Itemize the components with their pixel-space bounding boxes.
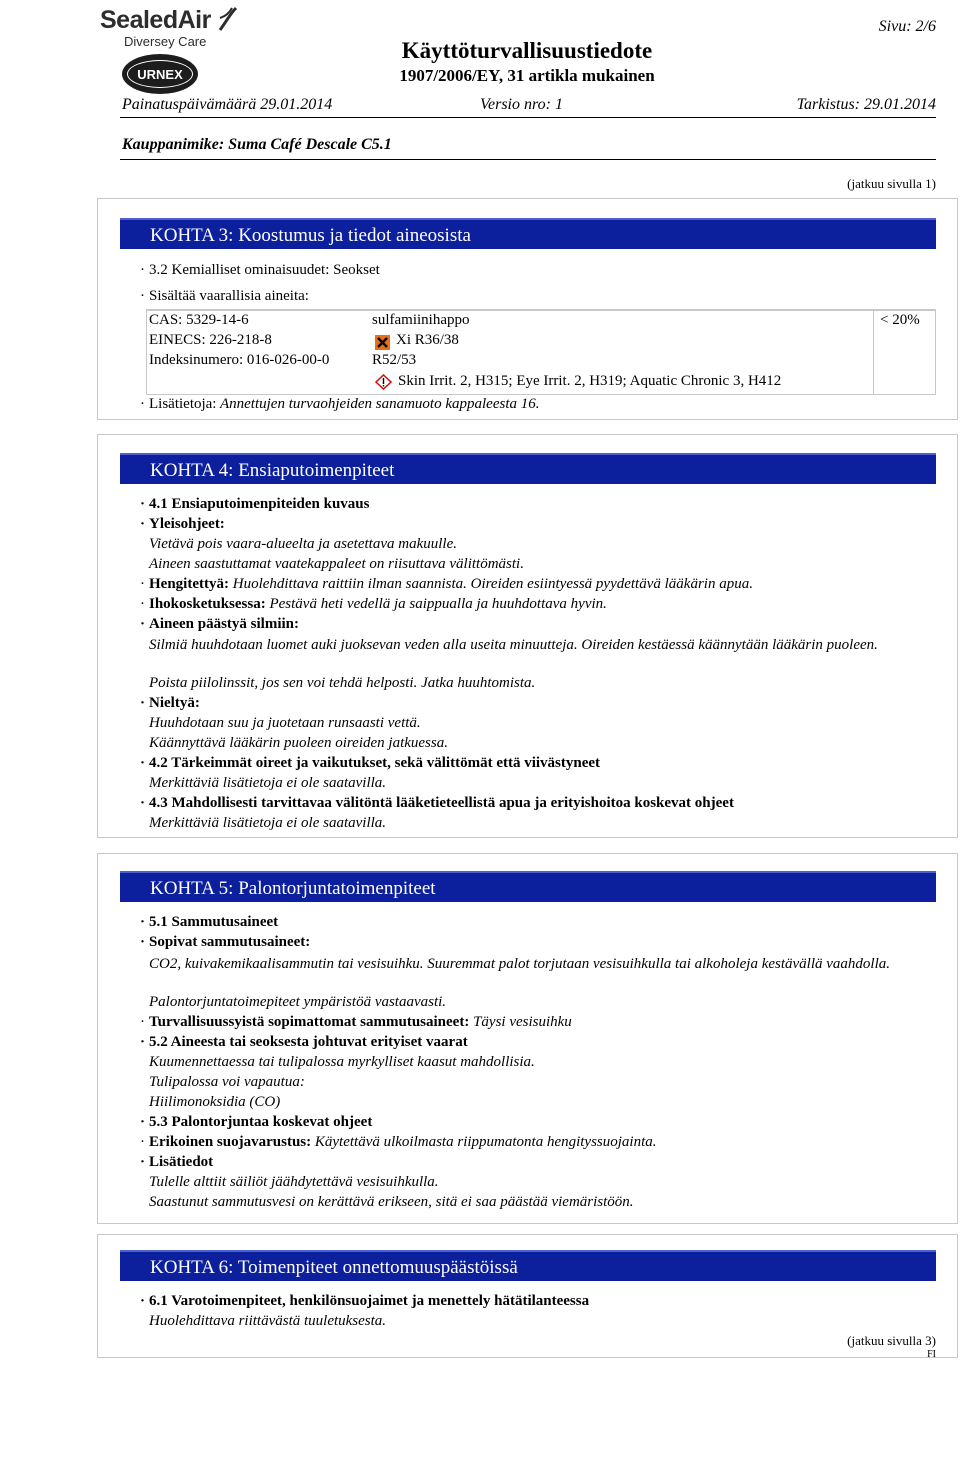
substance-name: sulfamiinihappo — [372, 312, 470, 328]
continued-on: (jatkuu sivulla 3) — [847, 1333, 936, 1348]
subsection-5-2: · 5.2 Aineesta tai seoksesta johtuvat erityiset vaarat — [140, 1034, 468, 1050]
xi-risk-phrase: Xi R36/38 — [396, 332, 459, 348]
section-3-heading: KOHTA 3: Koostumus ja tiedot aineosista — [120, 218, 936, 249]
subsection-4-2: · 4.2 Tärkeimmät oireet ja vaikutukset, sekä välittömät että viivästyneet — [140, 755, 601, 771]
ingestion-label: · Nieltyä: — [140, 695, 200, 711]
section-5-heading: KOHTA 5: Palontorjuntatoimenpiteet — [120, 871, 936, 902]
subsection-3-2: · 3.2 Kemialliset ominaisuudet: Seokset — [140, 262, 380, 278]
general-label: · Yleisohjeet: — [140, 516, 225, 532]
eye-contact-label: · Aineen päästyä silmiin: — [140, 616, 300, 632]
subsection-6-1-text: Huolehdittava riittävästä tuuletuksesta. — [149, 1313, 387, 1329]
trade-name: Kauppanimike: Suma Café Descale C5.1 — [122, 136, 392, 153]
concentration: < 20% — [880, 312, 920, 328]
suitable-media-label: · Sopivat sammutusaineet: — [140, 934, 311, 950]
document-subtitle: 1907/2006/EY, 31 artikla mukainen — [399, 66, 655, 85]
subsection-5-2-text-3: Hiilimonoksidia (CO) — [149, 1094, 281, 1110]
trade-divider — [120, 159, 936, 160]
cas-number: CAS: 5329-14-6 — [149, 312, 249, 328]
further-info-label: · Lisätiedot — [140, 1154, 214, 1170]
additional-info: · Lisätietoja: Annettujen turvaohjeiden sanamuoto kappaleesta 16. — [140, 396, 540, 412]
print-date: Painatuspäivämäärä 29.01.2014 — [122, 96, 333, 113]
version-number: Versio nro: 1 — [480, 96, 563, 113]
subsection-4-1: · 4.1 Ensiaputoimenpiteiden kuvaus — [140, 496, 370, 512]
header-divider — [120, 117, 936, 118]
einecs-number: EINECS: 226-218-8 — [149, 332, 272, 348]
subsection-5-1: · 5.1 Sammutusaineet — [140, 914, 279, 930]
suitable-media-text-1: CO2, kuivakemikaalisammutin tai vesisuihku. Suuremmat palot torjutaan vesisuihkulla tai alkoholeja kestävällä vaahdolla. — [149, 956, 891, 972]
special-ppe: · Erikoinen suojavarustus: Käytettävä ulkoilmasta riippumatonta hengityssuojainta. — [140, 1134, 657, 1150]
r-phrase: R52/53 — [372, 352, 417, 368]
brand-name: SealedAir — [100, 6, 211, 34]
skin-contact: · Ihokosketuksessa: Pestävä heti vedellä ja saippualla ja huuhdottava hyvin. — [140, 596, 607, 612]
subsection-4-3: · 4.3 Mahdollisesti tarvittavaa välitöntä lääketieteellistä apua ja erityishoitoa koskevat ohjeet — [140, 795, 734, 811]
general-text-1: Vietävä pois vaara-alueelta ja asetettava makuulle. — [149, 536, 457, 552]
ghs-classification: Skin Irrit. 2, H315; Eye Irrit. 2, H319; Aquatic Chronic 3, H412 — [398, 373, 782, 389]
unsuitable-media: · Turvallisuussyistä sopimattomat sammutusaineet: Täysi vesisuihku — [140, 1014, 572, 1030]
language-code: FI — [927, 1349, 936, 1360]
ingestion-text-2: Käännyttävä lääkärin puoleen oireiden jatkuessa. — [149, 735, 448, 751]
xi-irritant-icon — [375, 335, 390, 350]
subsection-5-2-text-1: Kuumennettaessa tai tulipalossa myrkylliset kaasut mahdollisia. — [149, 1054, 535, 1070]
inhalation: · Hengitettyä: Huolehdittava raittiin ilman saannista. Oireiden esiintyessä pyydettävä lääkärin apua. — [140, 576, 753, 592]
section-6-heading: KOHTA 6: Toimenpiteet onnettomuuspäästöissä — [120, 1250, 936, 1281]
subsection-6-1: · 6.1 Varotoimenpiteet, henkilönsuojaimet ja menettely hätätilanteessa — [140, 1293, 590, 1309]
brand-subline: Diversey Care — [124, 34, 207, 49]
eye-contact-text-1: Silmiä huuhdotaan luomet auki juoksevan veden alla useita minuutteja. Oireiden kestäessä käännytään lääkärin puoleen. — [149, 637, 878, 653]
ghs-exclamation-icon — [375, 374, 392, 390]
suitable-media-text-2: Palontorjuntatoimepiteet ympäristöä vastaavasti. — [149, 994, 447, 1010]
page-number: Sivu: 2/6 — [878, 18, 936, 35]
eye-contact-text-2: Poista piilolinssit, jos sen voi tehdä helposti. Jatka huuhtomista. — [149, 675, 536, 691]
subsection-4-2-text: Merkittäviä lisätietoja ei ole saatavilla. — [149, 775, 387, 791]
review-date: Tarkistus: 29.01.2014 — [796, 96, 936, 113]
subsection-4-3-text: Merkittäviä lisätietoja ei ole saatavilla. — [149, 815, 387, 831]
further-info-text-1: Tulelle alttiit säiliöt jäähdytettävä vesisuihkulla. — [149, 1174, 439, 1190]
continued-from: (jatkuu sivulla 1) — [847, 176, 936, 191]
index-number: Indeksinumero: 016-026-00-0 — [149, 352, 330, 368]
urnex-badge-text: URNEX — [127, 60, 193, 88]
hazardous-label: · Sisältää vaarallisia aineita: — [140, 288, 309, 304]
ingestion-text-1: Huuhdotaan suu ja juotetaan runsaasti vettä. — [149, 715, 421, 731]
general-text-2: Aineen saastuttamat vaatekappaleet on riisuttava välittömästi. — [149, 556, 524, 572]
subsection-5-3: · 5.3 Palontorjuntaa koskevat ohjeet — [140, 1114, 373, 1130]
document-title: Käyttöturvallisuustiedote — [401, 38, 653, 63]
subsection-5-2-text-2: Tulipalossa voi vapautua: — [149, 1074, 305, 1090]
section-4-heading: KOHTA 4: Ensiaputoimenpiteet — [120, 453, 936, 484]
further-info-text-2: Saastunut sammutusvesi on kerättävä erikseen, sitä ei saa päästää viemäristöön. — [149, 1194, 634, 1210]
brand-swoosh-icon — [218, 6, 238, 32]
